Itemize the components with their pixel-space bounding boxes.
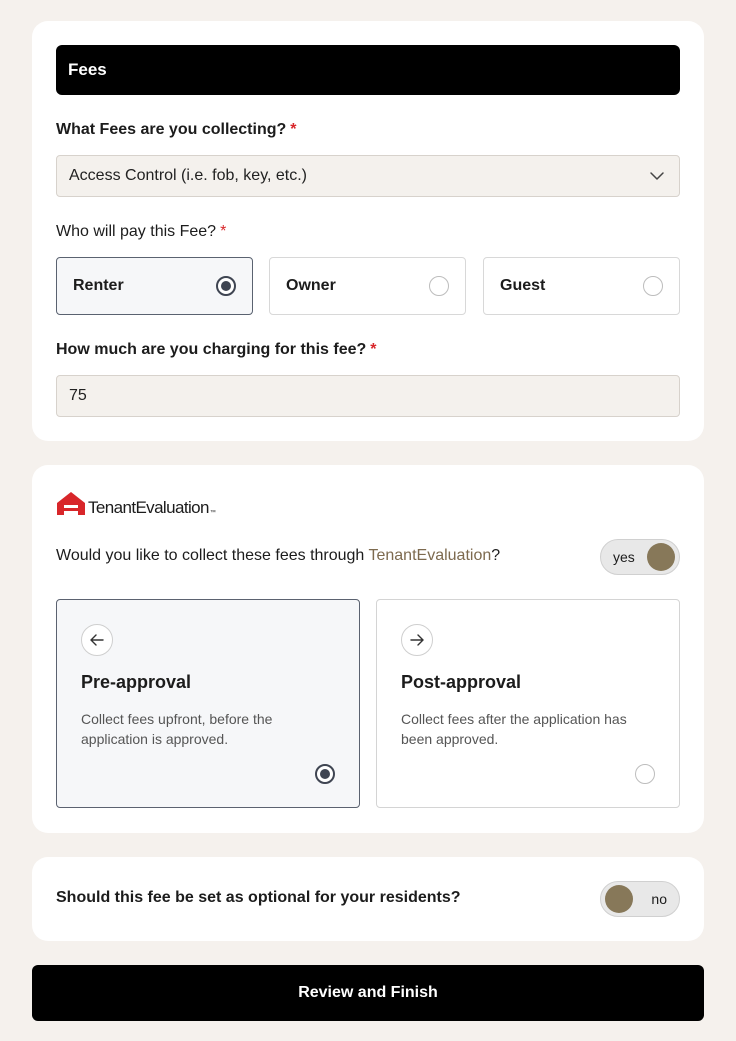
chevron-down-icon bbox=[649, 168, 665, 184]
payer-option-label: Owner bbox=[286, 277, 336, 294]
amount-label-text: How much are you charging for this fee? bbox=[56, 341, 367, 358]
radio-unselected[interactable] bbox=[635, 764, 655, 784]
required-asterisk: * bbox=[290, 121, 297, 138]
amount-label bbox=[56, 341, 377, 359]
fee-type-label bbox=[56, 121, 297, 139]
collect-through-toggle[interactable] bbox=[600, 539, 680, 575]
payer-label-text: Who will pay this Fee? bbox=[56, 223, 217, 240]
approval-description: Collect fees after the application has been approved. bbox=[401, 711, 627, 747]
fee-amount-input[interactable] bbox=[56, 375, 680, 417]
payer-option-owner[interactable] bbox=[269, 257, 466, 315]
required-asterisk: * bbox=[370, 341, 377, 358]
approval-title: Pre-approval bbox=[81, 672, 192, 692]
question-suffix: ? bbox=[491, 547, 501, 564]
toggle-label: yes bbox=[613, 549, 635, 565]
payer-option-renter[interactable] bbox=[56, 257, 253, 315]
payer-label bbox=[56, 223, 226, 241]
radio-unselected[interactable] bbox=[429, 276, 449, 296]
fee-type-label-text: What Fees are you collecting? bbox=[56, 121, 287, 138]
approval-title: Post-approval bbox=[401, 672, 522, 692]
optional-fee-card bbox=[32, 857, 704, 941]
arrow-left-icon bbox=[81, 624, 113, 656]
fees-card bbox=[32, 21, 704, 441]
arrow-right-icon bbox=[401, 624, 433, 656]
fees-section-header bbox=[56, 45, 680, 95]
logo-trademark: ™ bbox=[209, 510, 216, 516]
fees-header-title: Fees bbox=[68, 60, 107, 79]
question-prefix: Would you like to collect these fees through bbox=[56, 547, 369, 564]
approval-description: Collect fees upfront, before the application is approved. bbox=[81, 711, 273, 747]
fee-amount-value: 75 bbox=[69, 387, 87, 404]
tenant-evaluation-card bbox=[32, 465, 704, 833]
review-and-finish-button[interactable]: Review and Finish bbox=[32, 965, 704, 1021]
radio-selected[interactable] bbox=[216, 276, 236, 296]
tenant-evaluation-logo bbox=[56, 488, 216, 516]
toggle-label: no bbox=[651, 891, 667, 907]
toggle-knob bbox=[605, 885, 633, 913]
post-approval-option[interactable] bbox=[376, 599, 680, 808]
house-logo-icon bbox=[56, 490, 86, 516]
payer-option-guest[interactable] bbox=[483, 257, 680, 315]
payer-option-label: Guest bbox=[500, 277, 546, 294]
logo-wordmark: TenantEvaluation bbox=[88, 498, 209, 517]
fee-type-selected-value: Access Control (i.e. fob, key, etc.) bbox=[69, 167, 308, 184]
optional-fee-question: Should this fee be set as optional for your residents? bbox=[56, 889, 461, 906]
payer-option-label: Renter bbox=[73, 277, 124, 294]
collect-through-question bbox=[56, 547, 500, 565]
fee-type-select[interactable] bbox=[56, 155, 680, 197]
optional-fee-toggle[interactable] bbox=[600, 881, 680, 917]
tenant-evaluation-link[interactable]: TenantEvaluation bbox=[368, 547, 492, 564]
radio-selected[interactable] bbox=[315, 764, 335, 784]
radio-unselected[interactable] bbox=[643, 276, 663, 296]
pre-approval-option[interactable] bbox=[56, 599, 360, 808]
toggle-knob bbox=[647, 543, 675, 571]
required-asterisk: * bbox=[220, 223, 227, 240]
